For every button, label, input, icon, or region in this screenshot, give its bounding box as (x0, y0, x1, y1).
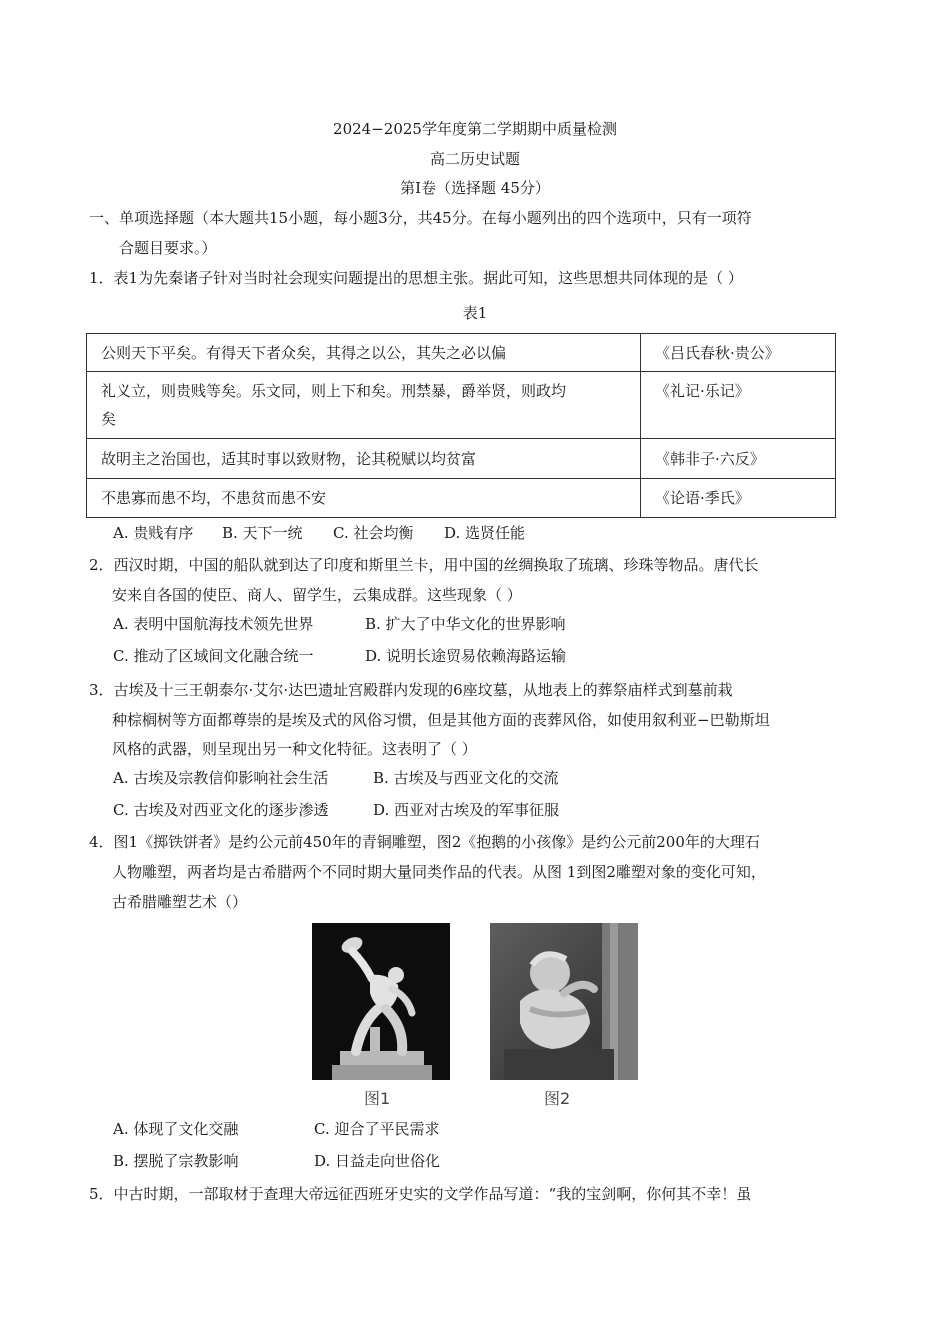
q2-option-d: D. 说明长途贸易依赖海路运输 (365, 647, 567, 665)
q4-option-d: D. 日益走向世俗化 (314, 1152, 441, 1170)
q4-stem-line1: 4．图1《掷铁饼者》是约公元前450年的青铜雕塑，图2《抱鹅的小孩像》是约公元前200年的大理石 (89, 833, 760, 851)
q1-option-d: D. 选贤任能 (444, 524, 526, 542)
q4-stem-line2: 人物雕塑，两者均是古希腊两个不同时期大量同类作品的代表。从图 1到图2雕塑对象的变化可知， (112, 863, 766, 881)
table-row (87, 439, 836, 479)
q3-option-d: D. 西亚对古埃及的军事征服 (373, 801, 560, 819)
q2-option-b: B. 扩大了中华文化的世界影响 (365, 615, 566, 633)
table-cell-quote: 故明主之治国也，适其时事以致财物，论其税赋以均贫富 (87, 439, 641, 479)
q2-option-a: A. 表明中国航海技术领先世界 (113, 615, 314, 633)
table-cell-source: 《吕氏春秋·贵公》 (641, 334, 836, 372)
table-row (87, 334, 836, 372)
q3-option-b: B. 古埃及与西亚文化的交流 (373, 769, 559, 787)
q1-table (86, 333, 836, 518)
q2-option-c: C. 推动了区域间文化融合统一 (113, 647, 314, 665)
table-cell-quote: 公则天下平矣。有得天下者众矣，其得之以公，其失之必以偏 (87, 334, 641, 372)
exam-title: 2024−2025学年度第二学期期中质量检测 (333, 120, 617, 138)
section-instruction-line2: 合题目要求。） (119, 239, 217, 257)
q4-option-b: B. 摆脱了宗教影响 (113, 1152, 239, 1170)
boy-with-goose-image (490, 923, 638, 1080)
exam-subtitle: 高二历史试题 (429, 150, 520, 168)
q3-stem-line2: 种棕榈树等方面都尊崇的是埃及式的风俗习惯，但是其他方面的丧葬风俗，如使用叙利亚−巴勒斯坦 (112, 711, 770, 729)
figure-1-caption: 图1 (364, 1089, 391, 1108)
table-cell-source: 《礼记·乐记》 (641, 372, 836, 439)
exam-part-heading: 第Ⅰ卷（选择题 45分） (400, 179, 550, 197)
quote-line: 礼义立，则贵贱等矣。乐文同，则上下和矣。刑禁暴，爵举贤，则政均 (101, 382, 567, 400)
q3-stem-line3: 风格的武器，则呈现出另一种文化特征。这表明了（ ） (112, 740, 477, 758)
table-cell-quote: 不患寡而患不均，不患贫而患不安 (87, 479, 641, 518)
q3-option-a: A. 古埃及宗教信仰影响社会生活 (113, 769, 329, 787)
q1-option-a: A. 贵贱有序 (113, 524, 194, 542)
q1-option-b: B. 天下一统 (222, 524, 303, 542)
q4-stem-line3: 古希腊雕塑艺术（） (112, 893, 248, 911)
q1-option-c: C. 社会均衡 (333, 524, 414, 542)
q4-option-c: C. 迎合了平民需求 (314, 1120, 440, 1138)
q3-option-c: C. 古埃及对西亚文化的逐步渗透 (113, 801, 329, 819)
table-cell-source: 《论语·季氏》 (641, 479, 836, 518)
table-cell-quote (87, 372, 641, 439)
discus-thrower-image (312, 923, 450, 1080)
q2-stem-line1: 2．西汉时期，中国的船队就到达了印度和斯里兰卡，用中国的丝绸换取了琉璃、珍珠等物品。唐代长 (89, 556, 759, 574)
q1-stem: 1．表1为先秦诸子针对当时社会现实问题提出的思想主张。据此可知，这些思想共同体现的是（ ） (89, 269, 743, 287)
quote-line: 矣 (101, 410, 117, 428)
section-instruction-line1: 一、单项选择题（本大题共15小题，每小题3分，共45分。在每小题列出的四个选项中，只有一项符 (89, 209, 752, 227)
q5-stem-line1: 5．中古时期，一部取材于查理大帝远征西班牙史实的文学作品写道：“我的宝剑啊，你何其不幸！虽 (89, 1185, 752, 1203)
table-row (87, 479, 836, 518)
q2-stem-line2: 安来自各国的使臣、商人、留学生，云集成群。这些现象（ ） (112, 586, 522, 604)
table-row (87, 372, 836, 439)
table-cell-source: 《韩非子·六反》 (641, 439, 836, 479)
q4-option-a: A. 体现了文化交融 (113, 1120, 239, 1138)
figure-2-caption: 图2 (544, 1089, 571, 1108)
q1-table-title: 表1 (462, 304, 488, 322)
q3-stem-line1: 3．古埃及十三王朝泰尔·艾尔·达巴遗址宫殿群内发现的6座坟墓，从地表上的葬祭庙样式到墓前栽 (89, 681, 733, 699)
